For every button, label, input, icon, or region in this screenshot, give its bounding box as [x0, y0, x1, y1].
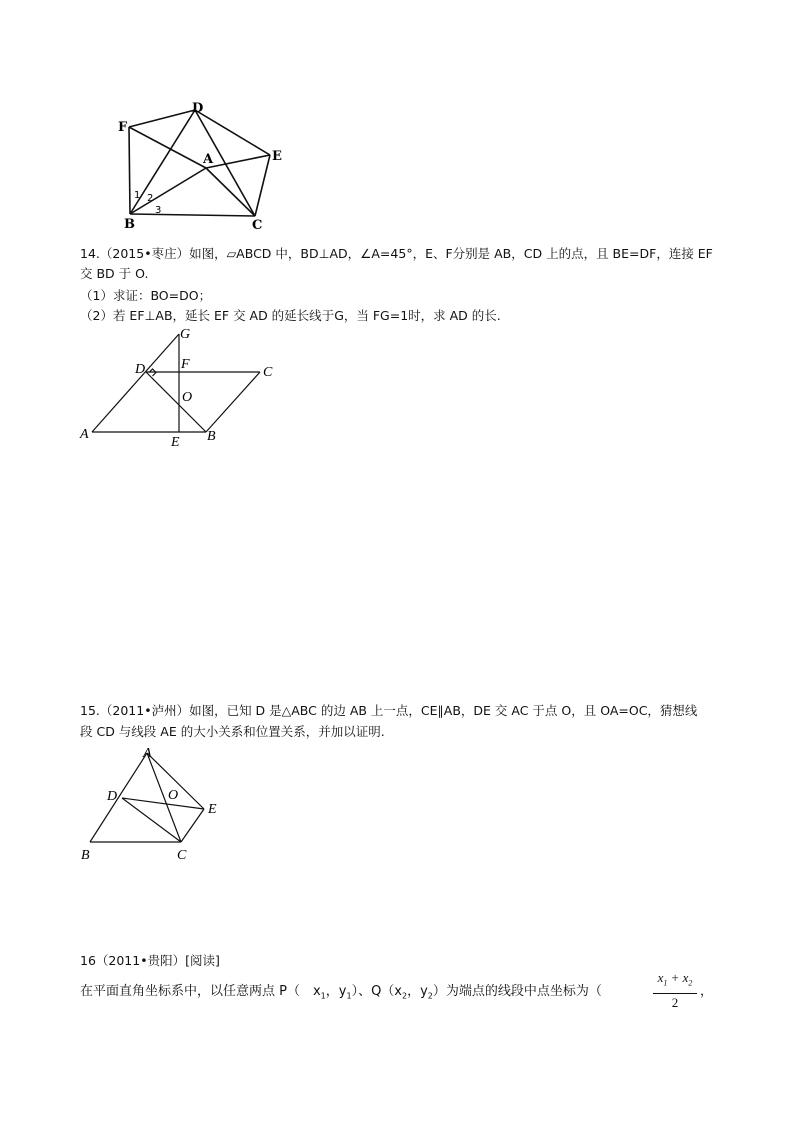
- label-e: E: [171, 435, 180, 450]
- label-o: O: [168, 788, 179, 803]
- label-c: C: [177, 848, 187, 863]
- label-e: E: [272, 149, 282, 164]
- segment-bc: [130, 214, 255, 216]
- label-b: B: [81, 848, 90, 863]
- q14-line-1: 14.（2015•枣庄）如图，▱ABCD 中，BD⊥AD，∠A=45°，E、F分别是 AB，CD 上的点，且 BE=DF，连接 EF: [80, 246, 713, 261]
- label-a: A: [80, 427, 89, 442]
- midpoint-fraction: [653, 970, 697, 1012]
- figure-q14: [75, 326, 290, 450]
- q16-heading: 16（2011•贵阳）[阅读]: [80, 953, 220, 968]
- q15-line-2: 段 CD 与线段 AE 的大小关系和位置关系，并加以证明.: [80, 724, 385, 739]
- fraction-numerator: [653, 970, 697, 994]
- figure-q15: [76, 742, 228, 864]
- label-g: G: [180, 327, 191, 342]
- q16-text-e: ）为端点的线段中点坐标为（: [432, 984, 602, 999]
- angle-label-2: 2: [147, 193, 154, 204]
- segment-ag: [92, 334, 179, 432]
- segment-fb: [129, 127, 130, 214]
- label-e: E: [208, 802, 217, 817]
- q16-reading-line: [80, 982, 602, 1007]
- q14-line-4: （2）若 EF⊥AB，延长 EF 交 AD 的延长线于G，当 FG=1时，求 AD 的长.: [80, 308, 501, 323]
- label-d: D: [192, 101, 204, 116]
- q16-sub-x1: 1: [320, 991, 326, 1001]
- fraction-sub-1: 1: [663, 978, 668, 988]
- q16-sub-y1: 1: [346, 991, 352, 1001]
- q16-text-a: 在平面直角坐标系中，以任意两点 P（ x: [80, 984, 321, 999]
- label-b: B: [124, 217, 135, 232]
- fraction-sub-2: 2: [688, 978, 693, 988]
- segment-de: [195, 110, 270, 155]
- segment-ac: [206, 168, 255, 216]
- label-b: B: [207, 429, 216, 444]
- angle-label-3: 3: [155, 205, 162, 216]
- fraction-plus-x: + x: [667, 970, 689, 985]
- label-a: A: [203, 152, 214, 167]
- segment-ab: [90, 753, 147, 842]
- q16-text-b: ，y: [325, 984, 347, 999]
- segment-db: [146, 372, 206, 432]
- segment-ba: [130, 168, 206, 214]
- q16-sub-x2: 2: [402, 991, 408, 1001]
- label-d: D: [107, 789, 118, 804]
- label-c: C: [263, 365, 273, 380]
- label-c: C: [252, 218, 263, 233]
- figure-q13: [110, 98, 300, 234]
- segment-ec: [255, 155, 270, 216]
- q16-text-d: ，y: [407, 984, 428, 999]
- q15-line-1: 15.（2011•泸州）如图，已知 D 是△ABC 的边 AB 上一点，CE∥AB，DE 交 AC 于点 O，且 OA=OC，猜想线: [80, 703, 698, 718]
- segment-ce: [181, 809, 204, 842]
- segment-bc: [206, 372, 260, 432]
- angle-label-1: 1: [134, 190, 141, 201]
- label-a: A: [143, 746, 152, 761]
- q16-text-c: ）、Q（x: [351, 984, 402, 999]
- label-d: D: [135, 362, 146, 377]
- fraction-denominator: 2: [671, 994, 679, 1010]
- label-f: F: [118, 120, 128, 135]
- segment-ae: [206, 155, 270, 168]
- fraction-x: x: [657, 970, 664, 985]
- segment-fa: [129, 127, 206, 168]
- q14-line-3: （1）求证：BO=DO；: [80, 288, 212, 303]
- q14-line-2: 交 BD 于 O.: [80, 266, 149, 281]
- label-o: O: [182, 390, 193, 405]
- label-f: F: [181, 357, 190, 372]
- q16-sub-y2: 2: [427, 991, 433, 1001]
- q16-tail-comma: ，: [700, 984, 714, 999]
